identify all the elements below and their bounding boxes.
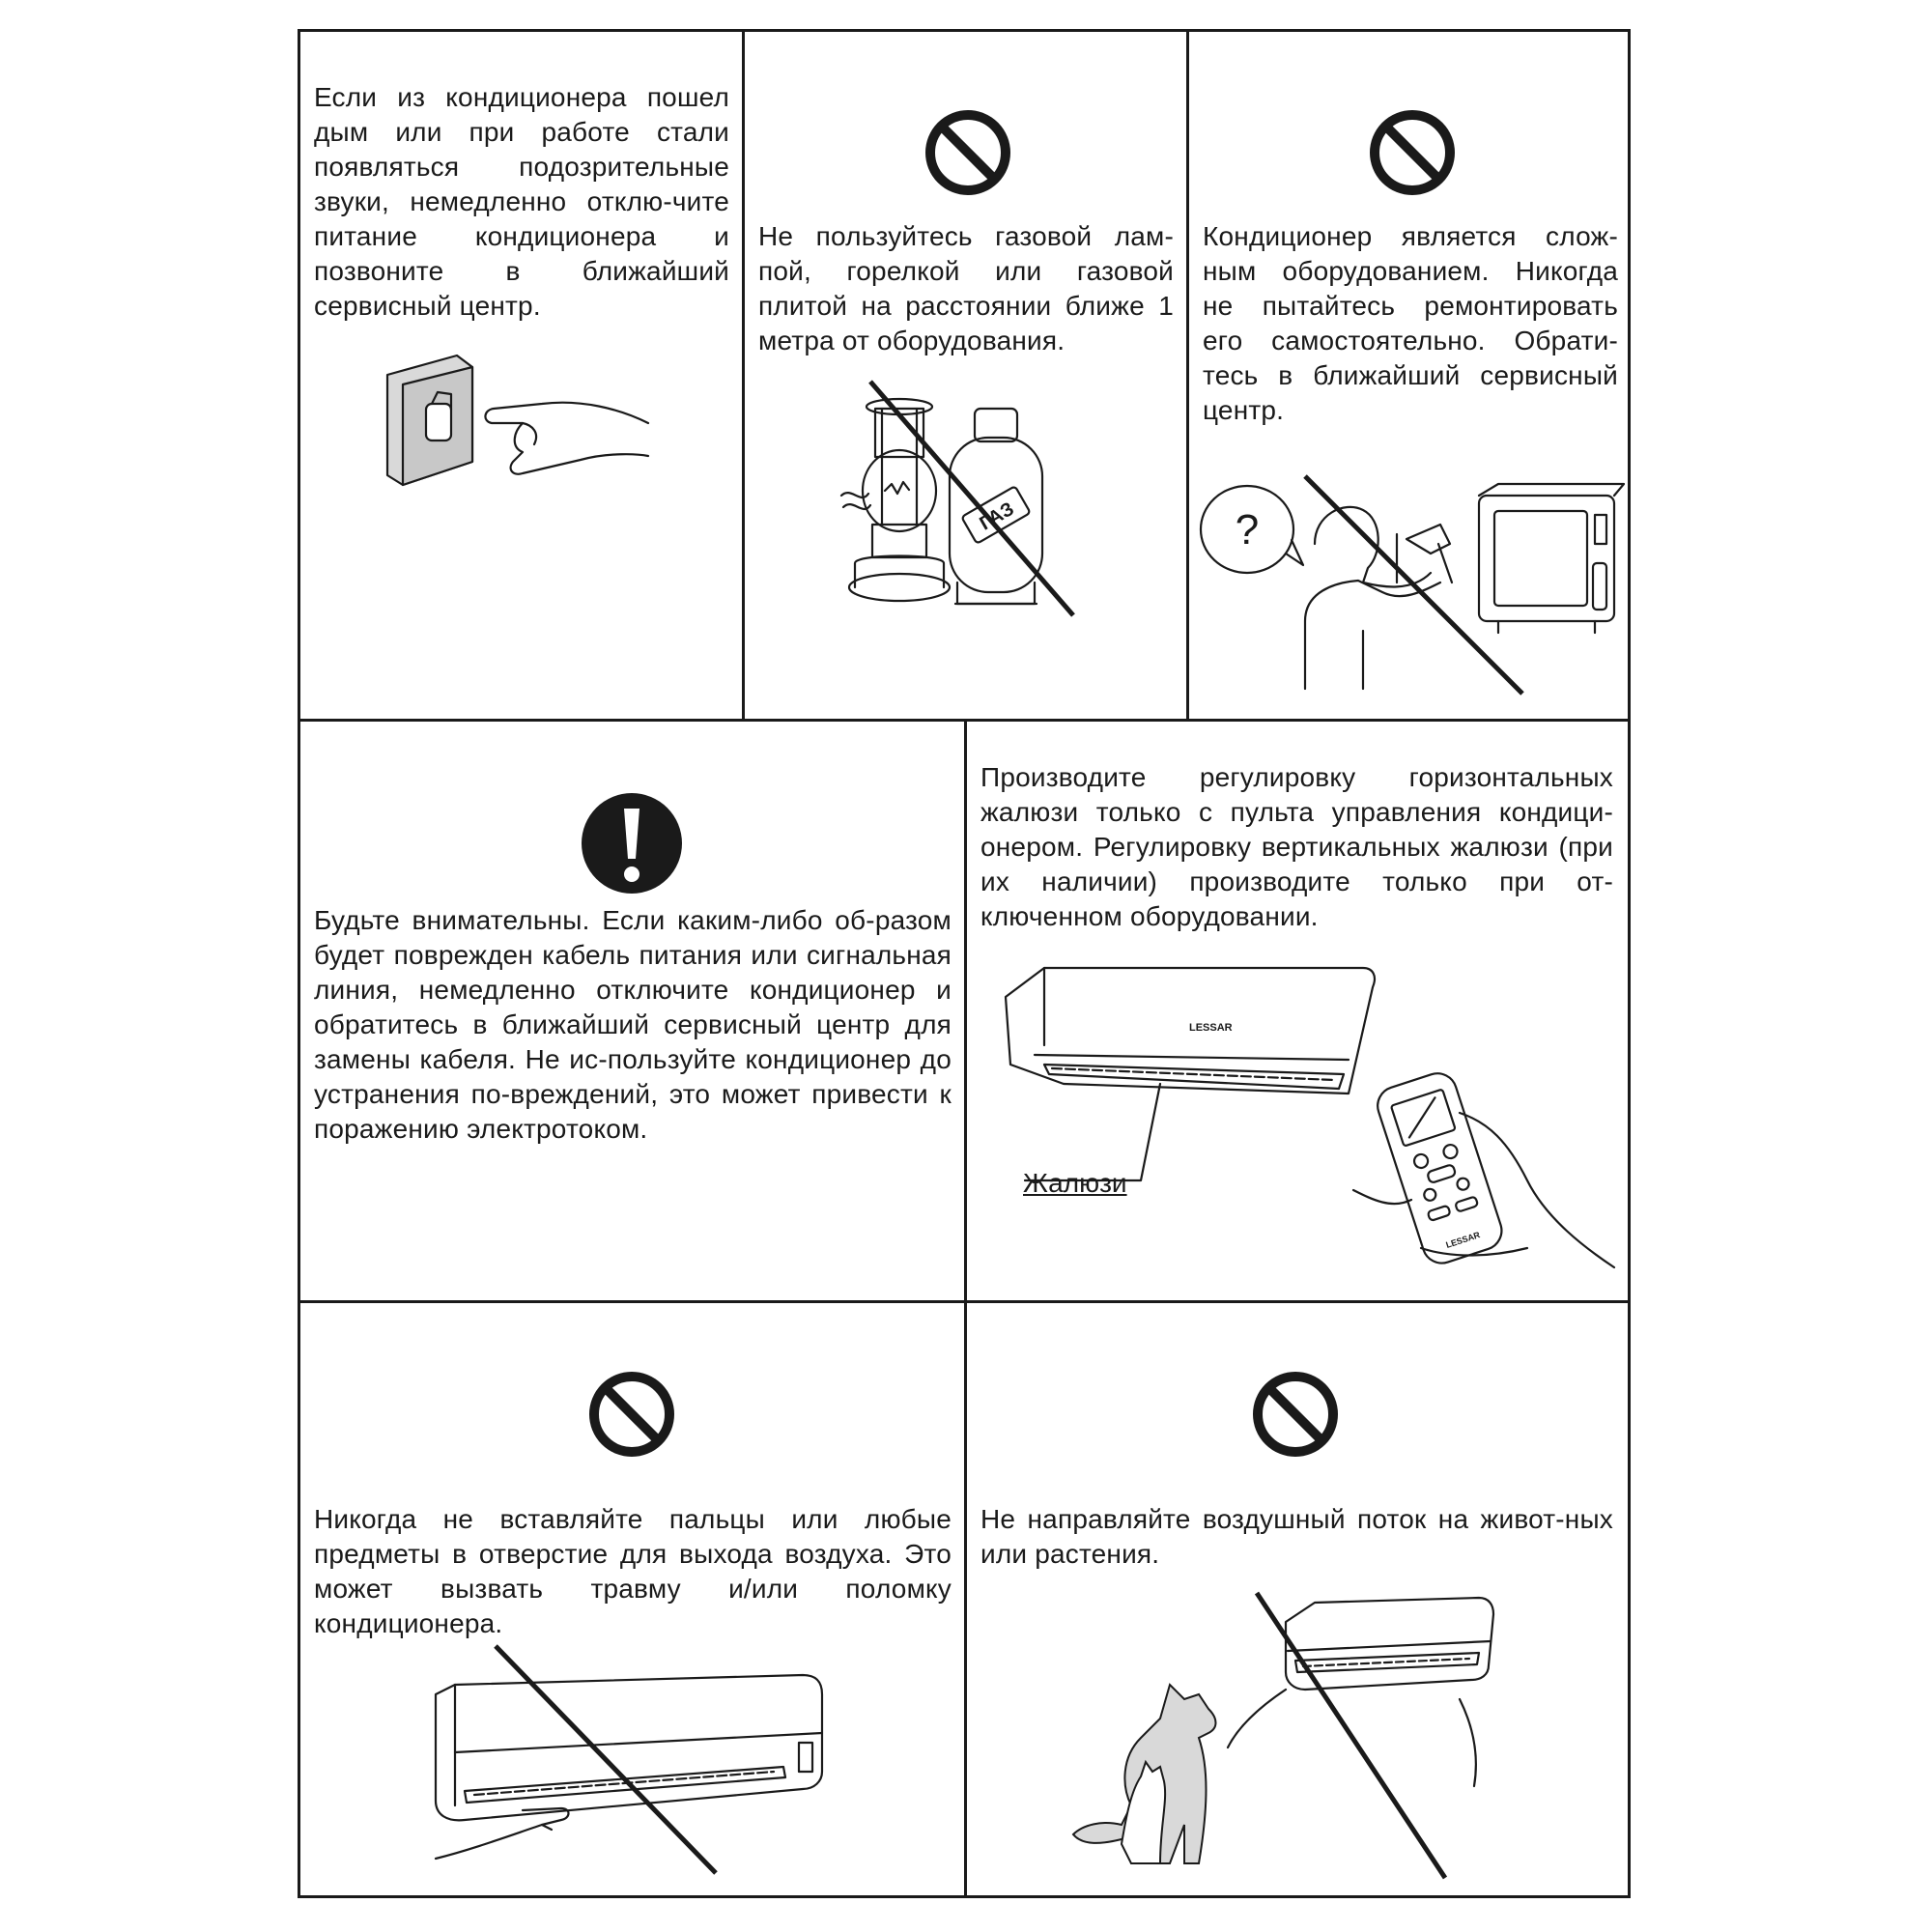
gas-lamp-cylinder-illustration bbox=[841, 380, 1093, 621]
exclamation-icon bbox=[580, 791, 684, 895]
airflow-warning-text: Не направляйте воздушный поток на живот-ных или растения. bbox=[980, 1504, 1613, 1569]
fingers-warning-text: Никогда не вставляйте пальцы или любые предметы в отверстие для выхода воздуха. Это может вызвать травму и/или поломку кондиционера. bbox=[314, 1504, 952, 1638]
prohibition-icon bbox=[924, 109, 1011, 196]
cable-warning-cell bbox=[300, 722, 964, 1300]
louver-instruction-cell bbox=[967, 722, 1628, 1300]
fingers-warning-cell bbox=[300, 1303, 964, 1895]
airflow-warning-cell bbox=[967, 1303, 1628, 1895]
gas-warning-cell bbox=[745, 32, 1186, 719]
smoke-warning-cell bbox=[300, 32, 742, 719]
prohibition-icon bbox=[1252, 1371, 1339, 1458]
prohibition-icon bbox=[1369, 109, 1456, 196]
airflow-pets-illustration bbox=[1064, 1583, 1508, 1892]
question-bubble-text: ? bbox=[1235, 506, 1260, 554]
cable-warning-text: Будьте внимательны. Если каким-либо об-разом будет поврежден кабель питания или сигнальная линия, немедленно отключите кондиционер и обратитесь в ближайший сервисный центр для замены кабеля. Не ис-пользуйте кондиционер до устранения по-вреждений, это может привести к поражению электротоком. bbox=[314, 905, 952, 1144]
remote-brand-logo: LESSAR bbox=[1444, 1230, 1482, 1250]
ac-brand-logo: LESSAR bbox=[1189, 1022, 1233, 1034]
fingers-in-outlet-illustration bbox=[436, 1636, 861, 1878]
self-repair-illustration bbox=[1199, 447, 1624, 698]
louver-label: Жалюзи bbox=[1023, 1168, 1127, 1198]
repair-warning-cell bbox=[1189, 32, 1628, 719]
power-switch-illustration bbox=[387, 355, 658, 510]
prohibition-icon bbox=[588, 1371, 675, 1458]
repair-warning-text: Кондиционер является слож-ным оборудованием. Никогда не пытайтесь ремонтировать его самостоятельно. Обрати-тесь в ближайший сервисный центр. bbox=[1203, 221, 1618, 425]
safety-instructions-page bbox=[298, 29, 1631, 1898]
smoke-warning-text: Если из кондиционера пошел дым или при работе стали появляться подозрительные звуки, немедленно отклю-чите питание кондиционера и позвоните в ближайший сервисный центр. bbox=[314, 82, 729, 321]
ac-remote-illustration bbox=[1006, 939, 1624, 1287]
gas-warning-text: Не пользуйтесь газовой лам-пой, горелкой или газовой плитой на расстоянии ближе 1 метра от оборудования. bbox=[758, 221, 1174, 355]
gas-cylinder-label: ГАЗ bbox=[976, 497, 1018, 535]
louver-instruction-text: Производите регулировку горизонтальных жалюзи только с пульта управления кондици-онером. Регулировку вертикальных жалюзи (при их наличии) производите только при от-ключенном оборудовании. bbox=[980, 762, 1613, 931]
